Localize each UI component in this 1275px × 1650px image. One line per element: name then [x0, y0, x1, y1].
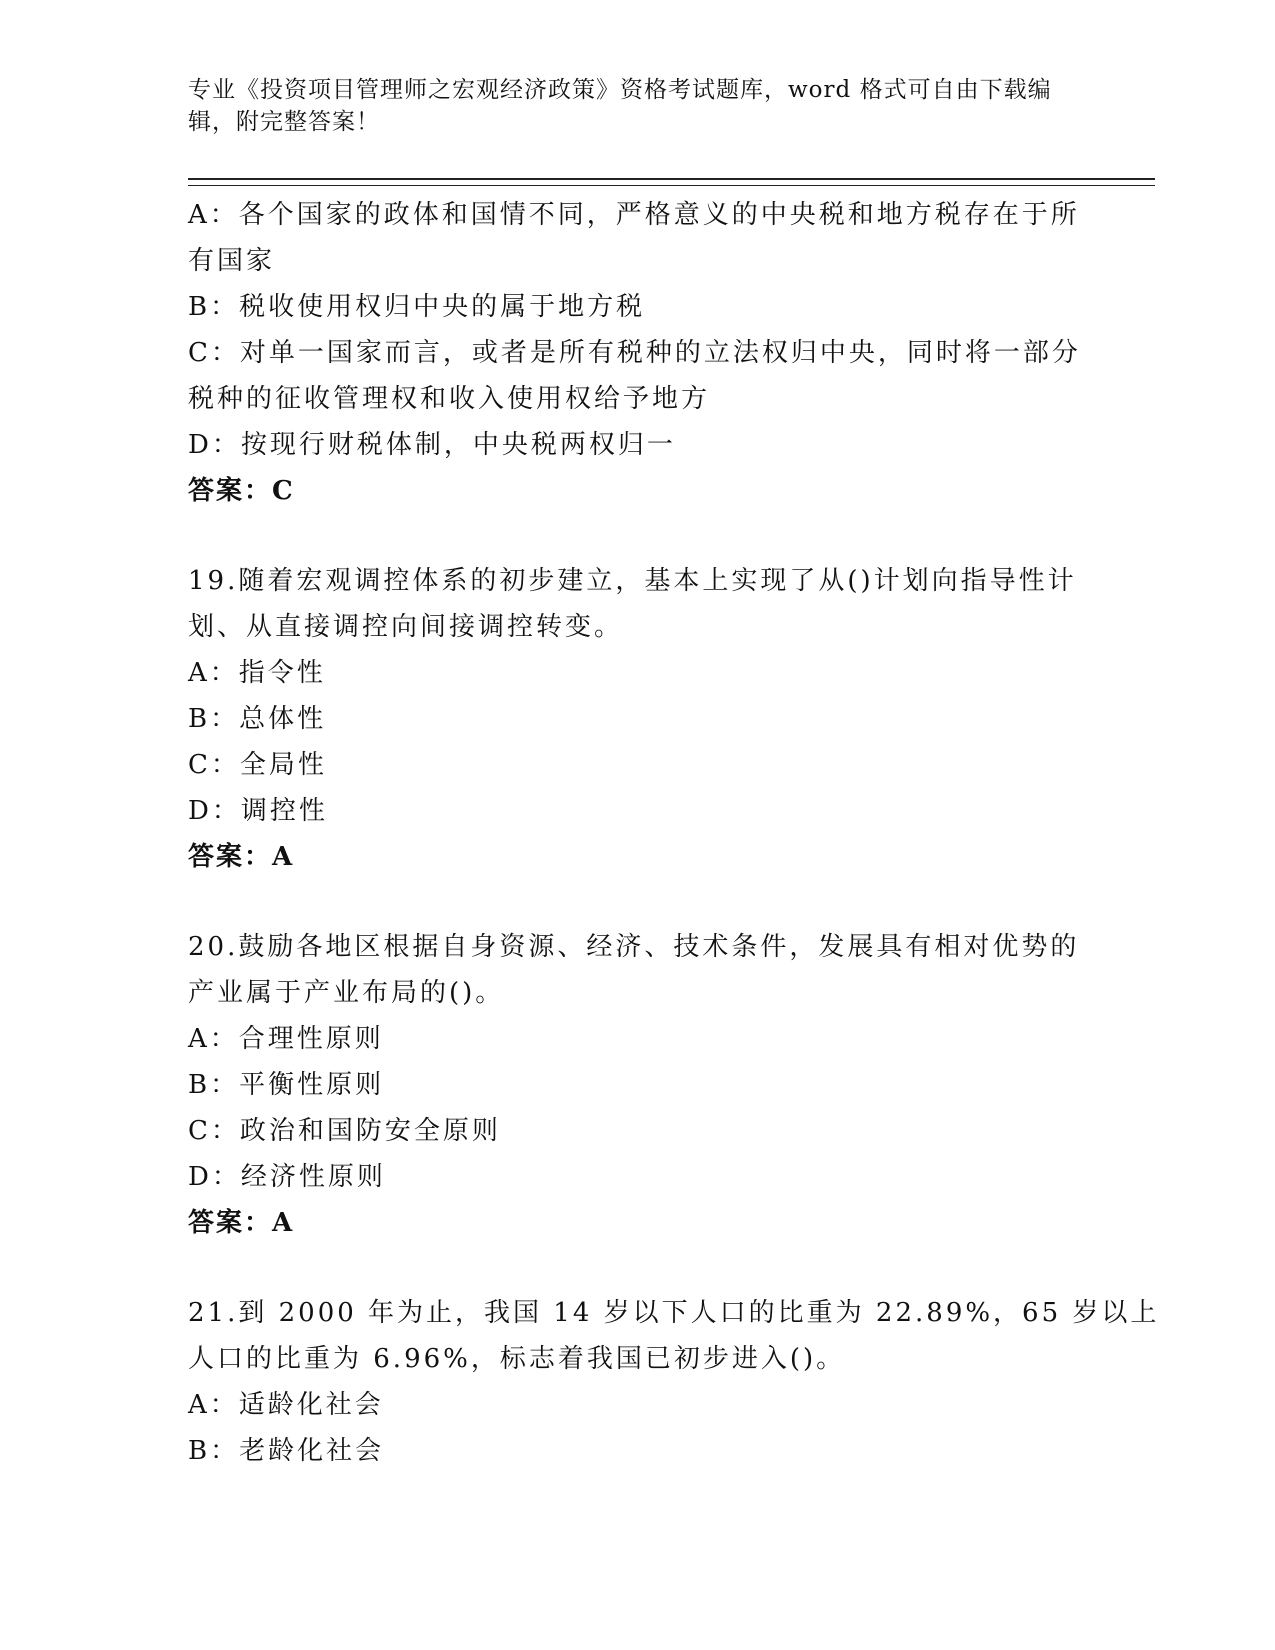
q20-stem-line-2: 产业属于产业布局的()。: [188, 978, 505, 1008]
q18-option-d: D：按现行财税体制，中央税两权归一: [188, 430, 676, 460]
q19-stem-line-2: 划、从直接调控向间接调控转变。: [188, 612, 624, 642]
document-header: [188, 74, 1088, 138]
q18-option-a-line-2: 有国家: [188, 246, 276, 276]
question-21: [188, 1290, 1160, 1474]
q19-answer: 答案：A: [188, 842, 295, 872]
q20-option-d: D：经济性原则: [188, 1162, 386, 1192]
header-line-2: 辑，附完整答案！: [188, 109, 380, 135]
q18-option-b: B：税收使用权归中央的属于地方税: [188, 292, 646, 322]
question-20: [188, 924, 1088, 1246]
q19-stem-line-1: 19.随着宏观调控体系的初步建立，基本上实现了从()计划向指导性计: [188, 566, 1077, 596]
q19-option-d: D：调控性: [188, 796, 328, 826]
q19-option-c: C：全局性: [188, 750, 327, 780]
q18-option-c-line-2: 税种的征收管理权和收入使用权给予地方: [188, 384, 711, 414]
q19-option-a: A：指令性: [188, 658, 326, 688]
q20-stem-line-1: 20.鼓励各地区根据自身资源、经济、技术条件，发展具有相对优势的: [188, 932, 1080, 962]
q18-option-c-line-1: C：对单一国家而言，或者是所有税种的立法权归中央，同时将一部分: [188, 338, 1081, 368]
q21-option-a: A：适龄化社会: [188, 1390, 384, 1420]
spacer: [188, 1246, 1088, 1290]
q21-option-b: B：老龄化社会: [188, 1436, 385, 1466]
q18-option-a-line-1: A：各个国家的政体和国情不同，严格意义的中央税和地方税存在于所: [188, 200, 1080, 230]
header-divider-thick: [188, 178, 1155, 180]
q19-option-b: B：总体性: [188, 704, 327, 734]
question-18-options: [188, 192, 1088, 514]
spacer: [188, 880, 1088, 924]
q20-answer: 答案：A: [188, 1208, 295, 1238]
q18-answer: 答案：C: [188, 476, 295, 506]
header-divider-thin: [188, 185, 1155, 186]
question-19: [188, 558, 1088, 880]
q20-option-c: C：政治和国防安全原则: [188, 1116, 501, 1146]
question-content: [188, 192, 1160, 1474]
q21-stem-line-2: 人口的比重为 6.96%，标志着我国已初步进入()。: [188, 1344, 846, 1374]
q20-option-b: B：平衡性原则: [188, 1070, 385, 1100]
q21-stem-line-1: 21.到 2000 年为止，我国 14 岁以下人口的比重为 22.89%，65 岁以上: [188, 1298, 1160, 1328]
q20-option-a: A：合理性原则: [188, 1024, 384, 1054]
header-line-1: 专业《投资项目管理师之宏观经济政策》资格考试题库，word 格式可自由下载编: [188, 77, 1052, 103]
spacer: [188, 514, 1088, 558]
